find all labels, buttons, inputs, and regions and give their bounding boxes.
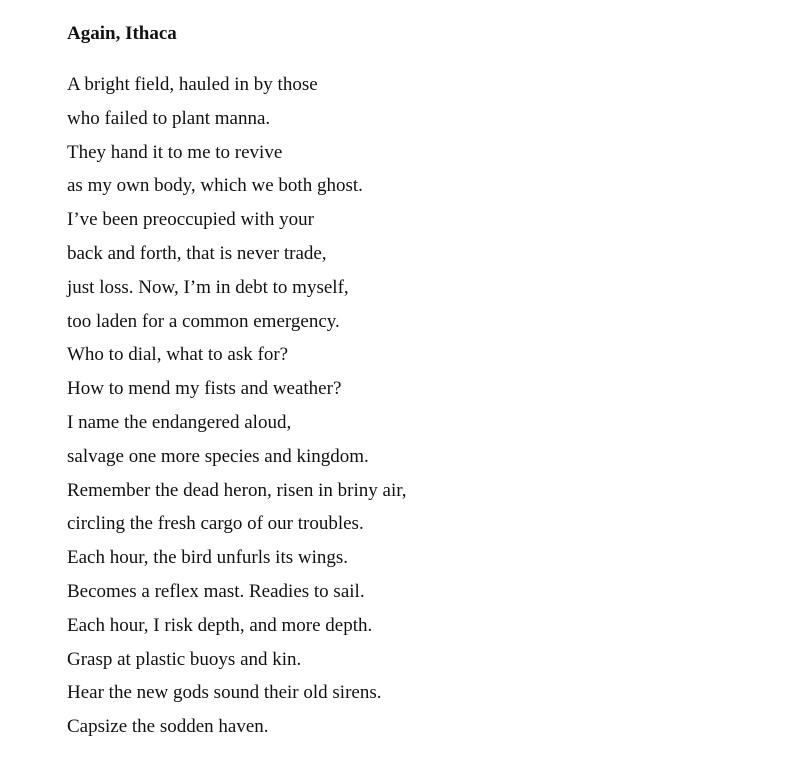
- poem-line: Who to dial, what to ask for?: [67, 344, 289, 366]
- poem-line: Grasp at plastic buoys and kin.: [67, 648, 302, 670]
- poem-line: They hand it to me to revive: [67, 141, 283, 163]
- poem-line: salvage one more species and kingdom.: [67, 445, 369, 467]
- poem-line: I’ve been preoccupied with your: [67, 209, 314, 231]
- poem-line: A bright field, hauled in by those: [67, 74, 318, 95]
- poem-line: How to mend my fists and weather?: [67, 378, 342, 400]
- poem-line: just loss. Now, I’m in debt to myself,: [67, 276, 349, 298]
- poem-line: Hear the new gods sound their old sirens.: [67, 682, 382, 704]
- poem-line: as my own body, which we both ghost.: [67, 175, 363, 197]
- poem-line: back and forth, that is never trade,: [67, 242, 327, 264]
- poem-line: circling the fresh cargo of our troubles.: [67, 513, 364, 535]
- poem-line: Each hour, the bird unfurls its wings.: [67, 547, 349, 569]
- poem-body: [67, 73, 407, 749]
- poem-line: too laden for a common emergency.: [67, 310, 340, 332]
- poem-line: Each hour, I risk depth, and more depth.: [67, 614, 373, 636]
- poem-line: Becomes a reflex mast. Readies to sail.: [67, 580, 365, 602]
- poem-line: I name the endangered aloud,: [67, 411, 292, 433]
- poem-line: Remember the dead heron, risen in briny air,: [67, 479, 407, 501]
- poem-line: Capsize the sodden haven.: [67, 716, 269, 738]
- poem-title: Again, Ithaca: [67, 23, 177, 44]
- poem-line: who failed to plant manna.: [67, 107, 271, 129]
